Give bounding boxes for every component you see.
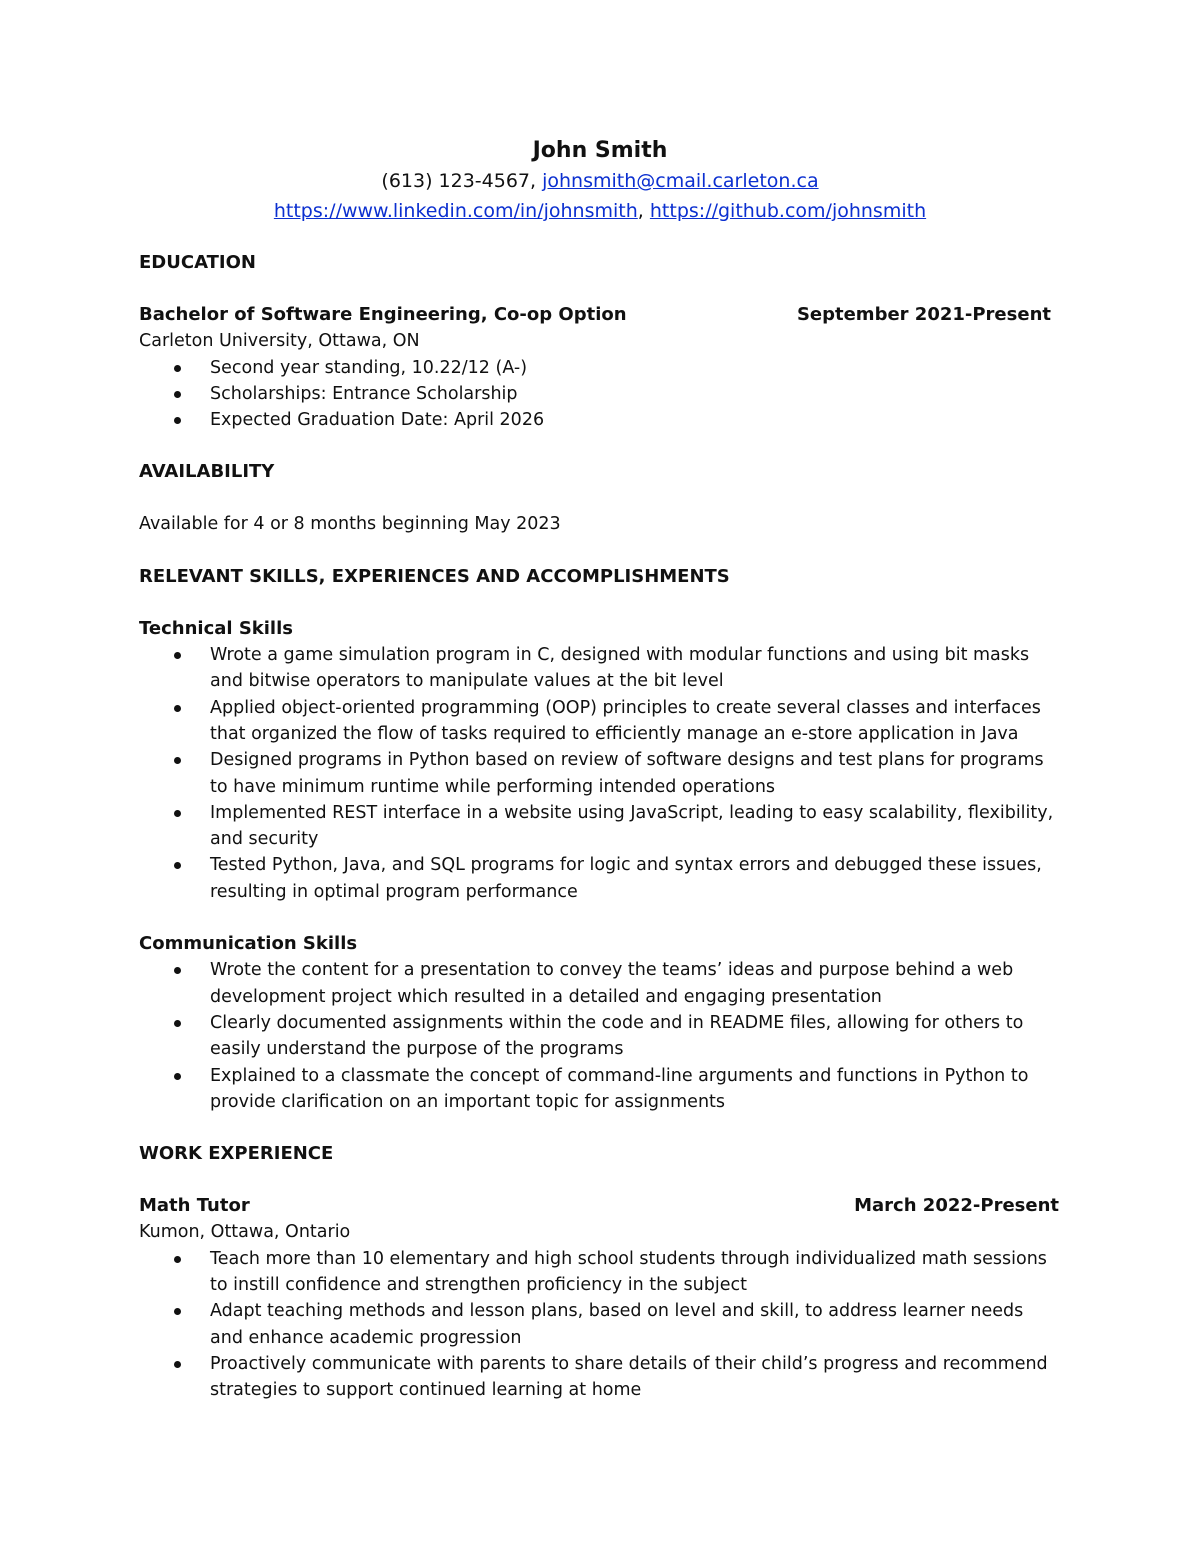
- bullet-icon: [174, 810, 181, 817]
- work-date: March 2022-Present: [854, 1195, 1059, 1217]
- list-item: Implemented REST interface in a website using JavaScript, leading to easy scalability, flexibility, and security: [210, 800, 1059, 853]
- list-item: Wrote a game simulation program in C, designed with modular functions and using bit masks and bitwise operators to manipulate values at the bit level: [210, 642, 1059, 695]
- bullet-icon: [174, 1256, 181, 1263]
- resume-header: [0, 136, 1200, 226]
- education-row: [139, 302, 1059, 328]
- list-item: Wrote the content for a presentation to convey the teams’ ideas and purpose behind a web development project which resulted in a detailed and engaging presentation: [210, 957, 1059, 1010]
- bullet-icon: [174, 1073, 181, 1080]
- list-item: Clearly documented assignments within the code and in README files, allowing for others to easily understand the purpose of the programs: [210, 1010, 1059, 1063]
- bullet-icon: [174, 967, 181, 974]
- work-bullets: [139, 1246, 1059, 1404]
- list-item: Expected Graduation Date: April 2026: [210, 407, 1059, 433]
- candidate-name: John Smith: [532, 138, 668, 163]
- bullet-icon: [174, 705, 181, 712]
- education-title: EDUCATION: [139, 252, 256, 273]
- work-row: [139, 1193, 1059, 1219]
- job-role: Math Tutor: [139, 1195, 250, 1217]
- contact-line-1: [0, 166, 1200, 196]
- list-item: Scholarships: Entrance Scholarship: [210, 381, 1059, 407]
- contact-line-2: [0, 196, 1200, 226]
- bullet-icon: [174, 652, 181, 659]
- availability-title: AVAILABILITY: [139, 461, 275, 483]
- communication-skills-list: [139, 957, 1059, 1115]
- school-location: Carleton University, Ottawa, ON: [139, 331, 420, 352]
- list-item: Designed programs in Python based on review of software designs and test plans for programs to have minimum runtime while performing intended operations: [210, 747, 1059, 800]
- github-link[interactable]: https://github.com/johnsmith: [649, 200, 927, 222]
- list-item: Applied object-oriented programming (OOP) principles to create several classes and interfaces that organized the flow of tasks required to efficiently manage an e-store application in Java: [210, 695, 1059, 748]
- link-separator: ,: [637, 200, 644, 222]
- bullet-icon: [174, 365, 181, 372]
- technical-skills-title: Technical Skills: [139, 617, 293, 639]
- list-item: Second year standing, 10.22/12 (A-): [210, 355, 1059, 381]
- list-item: Adapt teaching methods and lesson plans, based on level and skill, to address learner needs and enhance academic progression: [210, 1298, 1059, 1351]
- linkedin-link[interactable]: https://www.linkedin.com/in/johnsmith: [273, 200, 638, 222]
- bullet-icon: [174, 391, 181, 398]
- education-bullets: [139, 355, 1059, 434]
- skills-title: RELEVANT SKILLS, EXPERIENCES AND ACCOMPLISHMENTS: [139, 565, 730, 587]
- bullet-icon: [174, 1361, 181, 1368]
- bullet-icon: [174, 757, 181, 764]
- education-date: September 2021-Present: [796, 304, 1051, 325]
- list-item: Proactively communicate with parents to share details of their child’s progress and recommend strategies to support continued learning at home: [210, 1351, 1059, 1404]
- bullet-icon: [174, 417, 181, 424]
- phone-number: (613) 123-4567,: [381, 170, 537, 192]
- bullet-icon: [174, 1020, 181, 1027]
- work-title: WORK EXPERIENCE: [139, 1143, 334, 1165]
- availability-text: Available for 4 or 8 months beginning May 2023: [139, 514, 561, 535]
- employer-location: Kumon, Ottawa, Ontario: [139, 1222, 351, 1243]
- list-item: Explained to a classmate the concept of command-line arguments and functions in Python to provide clarification on an important topic for assignments: [210, 1063, 1059, 1116]
- technical-skills-list: [139, 642, 1059, 905]
- resume-body: [139, 250, 1059, 1404]
- email-link[interactable]: johnsmith@cmail.carleton.ca: [542, 170, 819, 192]
- communication-skills-title: Communication Skills: [139, 933, 358, 955]
- list-item: Tested Python, Java, and SQL programs for logic and syntax errors and debugged these issues, resulting in optimal program performance: [210, 852, 1059, 905]
- bullet-icon: [174, 862, 181, 869]
- degree-title: Bachelor of Software Engineering, Co-op Option: [139, 304, 627, 325]
- bullet-icon: [174, 1308, 181, 1315]
- list-item: Teach more than 10 elementary and high school students through individualized math sessions to instill confidence and strengthen proficiency in the subject: [210, 1246, 1059, 1299]
